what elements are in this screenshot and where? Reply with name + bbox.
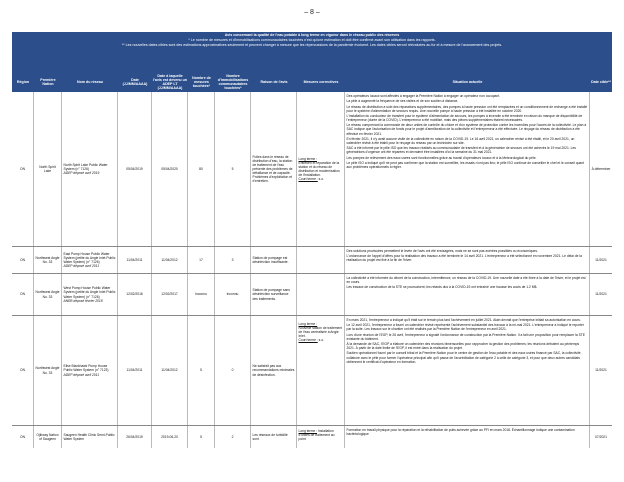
situation-paragraph: Formation en travail physique pour la réparation et la réhabilitation de puits achevée grâce au PFI en mars 2018. Échantillonnage indique une contamination bactériologique <box>346 428 575 437</box>
cell-measures: 17 <box>188 247 215 273</box>
col-header-lt-date: Date à laquelle l'avis est devenu un ADEP LT (JJ/MM/AAAA) <box>153 73 188 91</box>
system-note: ANEB déposé février 2018 <box>63 298 103 303</box>
cell-assets: Inconnu <box>215 274 251 315</box>
situation-paragraph: L'installation du conducteur de transfert pour le système d'alimentation de secours, les pompes à incendie a été terminée en raison du manque de disponibilité de l'entrepreneur (durée de la COVID). L'entrepreneur a été mobilisé, mais des pièces supplémentaires étaient nécessaires. <box>346 113 583 123</box>
corrective-long-label: Long terme : <box>298 429 318 433</box>
cell-assets: 2 <box>215 426 251 448</box>
situation-paragraph: En mars 2021, l'entrepreneur a indiqué qu'il était sur le terrain plus tard l'achèvement en juillet 2021. Alain devrait que l'entreprise initiait sa autorisation en cours. <box>346 318 581 322</box>
cell-first-nation: Northwest Angle No. 33 <box>34 274 62 315</box>
cell-system <box>62 92 118 246</box>
cell-region: ON <box>12 426 34 448</box>
corrective-short-label: Court terme : <box>298 338 318 343</box>
corrective-long-label: Long terme : <box>298 156 318 161</box>
cell-system <box>62 426 118 448</box>
cell-reason: Fuites dans le réseau de distribution d'eau, la station de traitement de l'eau présente des problèmes de défaillance et de capacité. Problèmes d'exploitation et d'entretien. <box>251 92 297 246</box>
cell-assets: 3 <box>215 247 251 273</box>
corrective-short <box>299 177 325 181</box>
situation-paragraph: Les pompes de relèvement des eaux usées sont fonctionnelles grâce au travail d'opérateurs locaux et à la Meteorological du pêle. <box>346 155 537 160</box>
situation-paragraph: Le pêle ISO a indiqué qu'il ne peut pas confirmer que la station est surveillée, les essais n'ont pas lieu; le pêle ISO continue de conseiller le chef et le conseil quant aux problèmes opérationnels à régler. <box>346 160 584 169</box>
cell-region: ON <box>12 92 34 246</box>
system-note: ADEP déposé avril 2019 <box>63 171 100 176</box>
table-row <box>12 247 612 274</box>
system-name: Elise Blackhawk Pump House Public Water System (n° 7123) <box>63 364 109 373</box>
cell-target: 07/2021 <box>595 434 607 439</box>
cell-measures: Inconnu <box>188 274 215 315</box>
col-header-measures: Nombre de mesures touchées* <box>192 75 211 89</box>
cell-reason: Station de pompage est désinfection insuffisante. <box>251 247 297 273</box>
cell-system <box>62 316 118 425</box>
cell-lt-date: 11/04/2012 <box>152 247 188 273</box>
cell-date: 12/02/2016 <box>118 274 152 315</box>
cell-situation <box>345 274 590 315</box>
cell-situation <box>345 426 590 448</box>
banner-line-2: * Le nombre de mesures et d'immobilisations communautaires touchées n'est qu'une estimation et doit être confirmé avant son utilisation dans les rapports. <box>188 37 436 42</box>
cell-lt-date: 11/04/2012 <box>152 316 188 425</box>
table-banner <box>12 32 612 72</box>
situation-paragraph: Des solutions provisoires permettent le levée de l'avis ont été envisagées, mais ne se sont pas avérées possibles ou économiques. <box>346 249 538 253</box>
banner-line-3: ** Les nouvelles dates cibles sont des estimations approximatives seulement et peuvent changer à mesure que les répercussions de la pandémie évoluent. Les dates cibles seront réévaluées au fur et à mesure de l'avancement des projets. <box>121 42 503 47</box>
corrective-long-text: Nouvelle station de traitement de l'eau centralisée à Angle Inlet. <box>298 326 343 339</box>
cell-first-nation: North Spirit Lake <box>34 92 62 246</box>
table-header <box>12 72 612 92</box>
col-header-situation: Situation actuelle <box>452 79 483 84</box>
system-note: ADEP déposé avril 2011 <box>63 264 100 269</box>
situation-paragraph: Le 12 avril 2021, l'entrepreneur a fourni un calendrier révisé représenté l'achèvement substantiel des travaux à la mi-mai 2021. L'entrepreneur a indiqué le reporter par la suite. Les travaux sur le chantier ont été réalisés par la Première Nation de l'entrepreneur en avril 2021. <box>346 323 584 332</box>
table-row <box>12 316 612 426</box>
cell-situation <box>345 247 590 273</box>
situation-paragraph: Lors d'une réunion de l'EGP, le 26 avril, l'entrepreneur a signalé l'ordonnance de construction par la Première Nation. Il a fait une proposition pour remplacer la STE existante du bâtiment. <box>346 332 586 341</box>
cell-corrective <box>297 274 345 315</box>
cell-date: 11/04/2011 <box>118 316 152 425</box>
situation-paragraph: La collectivité a été informée du décret de la construction, intermittence, un réseau de la COVID-19. Une nouvelle date a été fixée à la date de l'hiver, et le projet est en cours. <box>346 276 586 285</box>
cell-reason: Ne satisfait pas aux recommandations minimales de désinfection. <box>251 316 297 425</box>
situation-paragraph: À la demande de SAC, l'EGP a élaboré un calendrier des réunions bimensuelles pour rapprocher la gestion des problèmes; les réunions débutent au printemps 2021. À partir de la date limite de l'EGP, il est entré dans la réalisation du projet. <box>346 342 580 351</box>
corrective-short <box>299 338 325 342</box>
cell-target: 11/2021 <box>595 292 607 297</box>
cell-system <box>62 274 118 315</box>
cell-corrective <box>297 426 345 448</box>
cell-lt-date: 12/02/2017 <box>152 274 188 315</box>
cell-region: ON <box>12 316 34 425</box>
cell-assets: 0 <box>215 316 251 425</box>
system-name: Saugeen Health Clinic Semi-Public Water System <box>63 432 115 441</box>
cell-measures: 80 <box>188 92 215 246</box>
col-header-reason: Raison de l'avis <box>260 79 288 84</box>
cell-target: 11/2021 <box>595 368 607 373</box>
cell-target: À déterminer <box>591 166 611 171</box>
corrective-long-text: Installation d'unités de traitement au point <box>298 429 335 442</box>
col-header-assets: Nombre d'immobilisations communautaires touchées* <box>217 73 249 91</box>
col-header-system: Nom du réseau <box>77 79 103 84</box>
situation-paragraph: La pêle à augmenté la fréquence de ses visites et de son soutien à distance. <box>346 99 459 104</box>
cell-situation <box>345 92 590 246</box>
cell-measures: 5 <box>188 316 215 425</box>
cell-lt-date: 2019-06-20 <box>152 426 188 448</box>
corrective-short-text: s.o. <box>318 338 324 343</box>
cell-reason: Les réseaux de turbidité sont <box>251 426 297 448</box>
cell-corrective <box>297 316 345 425</box>
system-name: North Spirit Lake Public Water System (n° 7126) <box>63 162 108 171</box>
table-row <box>12 274 612 316</box>
cell-region: ON <box>12 274 34 315</box>
cell-first-nation: Northwest Angle No. 33 <box>34 316 62 425</box>
cell-reason: Station de pompage sans désinfection surveillance des traitements. <box>251 274 297 315</box>
col-header-first-nation: Première Nation <box>40 77 56 86</box>
cell-assets: 5 <box>215 92 251 246</box>
cell-corrective <box>297 92 345 246</box>
situation-paragraph: SAC a été informé par le pêle ISO que les travaux réalisés au communautaire de transfert et à la génératrice de secours ont été achevés le 19 mai 2021. Les génératrices d'urgence ont été réparées et devraient être installées d'ici la semaine du 31 mai 2021. <box>346 146 576 155</box>
cell-date: 05/04/2019 <box>118 92 152 246</box>
cell-measures: 5 <box>188 426 215 448</box>
cell-situation <box>345 316 590 425</box>
situation-paragraph: Le réseau de distribution a subi des réparations supplémentaires, des pompes à haute pression ont été remplacées et un conditionnement de rechange a été installé pour le système d'alimentation de secours requis. Une nouvelle pompe à haute pression a été installée en octobre 2020. <box>346 104 588 113</box>
col-header-region: Région <box>16 79 30 84</box>
situation-paragraph: En février 2021, il n'y avait aucune visite de la collectivité en raison de la COVID-19. Le 16 avril 2021, un calendrier révisé a été établi, et le 20 avril 2021, un calendrier révisé à été établi pour le rinçage du réseau par un technicien sur site. <box>346 136 575 145</box>
table-row <box>12 92 612 247</box>
system-name: West Pump House Public Water System (petite du Angle Inlet Public Water System) (n° 7126) <box>63 286 116 299</box>
corrective-short-label: Court terme : <box>298 177 318 182</box>
cell-target: 11/2021 <box>595 257 607 262</box>
situation-paragraph: Le réseau comprenant la commande de deux unités de contrôle du chlore et d'un système de protection contre les incendies pour l'accès de la collectivité. Le plan à SAC indique que l'autorisation de fonds pour le projet d'amélioration de la collectivité et l'entrepreneur a été effectuée. Le rinçage du réseau de distribution a été effectué en février 2021. <box>346 123 587 136</box>
situation-paragraph: Les travaux de construction de la STE se poursuivent; les retards dus à la COVID-19 ont entraîné une hausse les couts de 1.2 M$. <box>346 285 538 290</box>
cell-system <box>62 247 118 273</box>
corrective-short-text: s.o. <box>318 177 324 182</box>
cell-region: ON <box>12 247 34 273</box>
cell-date: 11/04/2011 <box>118 247 152 273</box>
corrective-long-text: Entretien et réparation de la station et du réseau de distribution et modernisation de l'installation. <box>298 160 340 178</box>
cell-corrective <box>297 247 345 273</box>
cell-first-nation: Northwest Angle No. 33 <box>34 247 62 273</box>
col-header-corrective: Mesures correctives <box>303 79 339 84</box>
corrective-long-label: Long terme : <box>298 322 318 326</box>
banner-line-1: Avis concernant la qualité de l'eau potable à long terme en vigueur dans le réseau public des réserves <box>224 33 400 37</box>
table-row <box>12 426 612 448</box>
situation-paragraph: Des opérateurs locaux sont affectés à engager la Première Nation à engager un opérateur non occupant. <box>346 94 501 98</box>
situation-paragraph: L'ordonnance de l'appel d'offres pour la réalisation des travaux a été terminée le 14 avril 2021. L'entrepreneur a été sélectionné en novembre 2021. Le délai de la réalisation du projet est fixé à la fin de l'hiver. <box>346 254 582 263</box>
system-name: East Pump House Public Water System (petite du Angle Inlet Public Water System) (n° 7126) <box>63 251 116 264</box>
cell-first-nation: Ojibway Nation of Saugeen <box>34 426 62 448</box>
page-number: – 8 – <box>304 9 320 16</box>
col-header-date: Date (JJ/MM/AAAA) <box>122 77 148 86</box>
col-header-target: Date cible** <box>591 79 611 84</box>
cell-lt-date: 05/04/2020 <box>152 92 188 246</box>
cell-date: 26/04/2019 <box>118 426 152 448</box>
system-note: ADEP déposé avril 2011 <box>63 372 100 377</box>
situation-paragraph: Soutien opérationnel fourni par le conseil tribal et la Première Nation pour le centre de gestion de l'eau potable et des eaux usées financé par SAC, la collectivité collabore avec le pêle pour former l'opérateur principal afin qu'il passe de l'accréditation de catégorie 2 à celle de catégorie 3, et pour que deux autres candidats obtiennent le certificat d'opérateur en formation. <box>346 351 581 364</box>
